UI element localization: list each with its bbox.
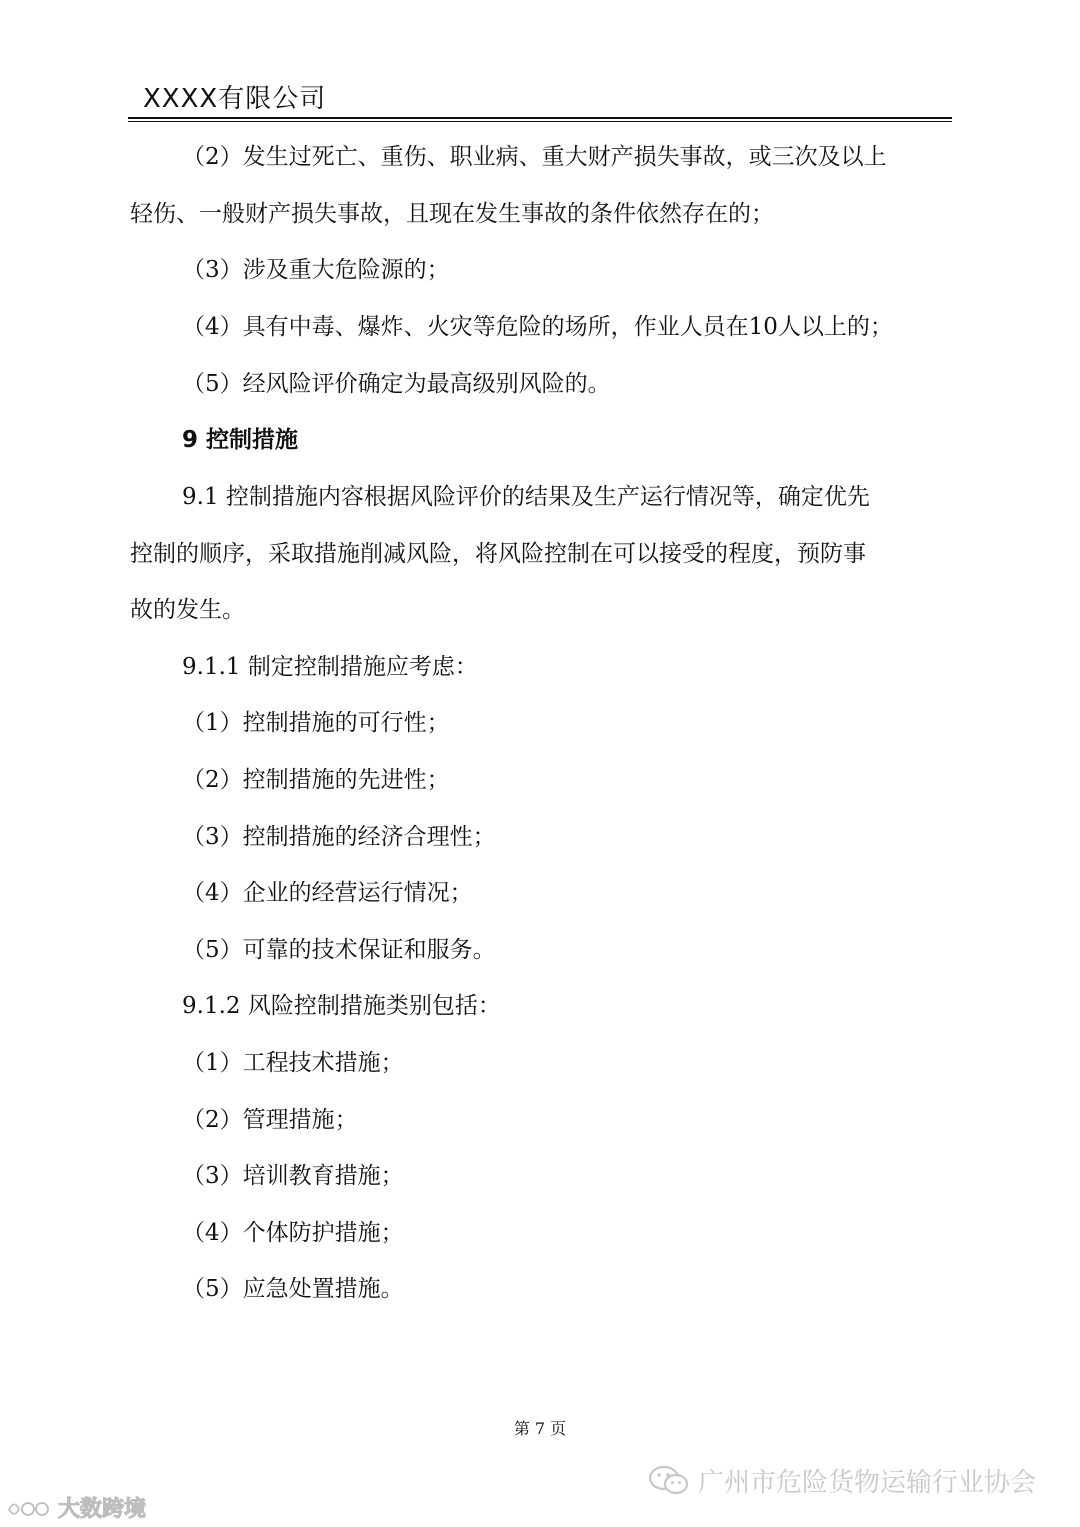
list-item: （3）培训教育措施；	[182, 1163, 404, 1189]
paragraph-line: 轻伤、一般财产损失事故，且现在发生事故的条件依然存在的；	[130, 201, 774, 227]
list-item: （5）可靠的技术保证和服务。	[182, 937, 496, 963]
paragraph-line: 9.1 控制措施内容根据风险评价的结果及生产运行情况等，确定优先	[182, 484, 870, 510]
list-item: （1）控制措施的可行性；	[182, 710, 450, 736]
list-item: （2）管理措施；	[182, 1107, 358, 1133]
subsection-heading: 9.1.1 制定控制措施应考虑：	[182, 654, 478, 680]
paragraph-line: 控制的顺序，采取措施削减风险，将风险控制在可以接受的程度，预防事	[130, 541, 866, 567]
paragraph-line: 故的发生。	[130, 597, 245, 623]
list-item: （2）控制措施的先进性；	[182, 767, 450, 793]
list-item: （5）应急处置措施。	[182, 1276, 404, 1302]
list-item: （5）经风险评价确定为最高级别风险的。	[182, 371, 611, 397]
wechat-watermark	[648, 1462, 1036, 1499]
list-item: （4）个体防护措施；	[182, 1220, 404, 1246]
wechat-account-name: 广州市危险货物运输行业协会	[698, 1468, 1037, 1498]
list-item: （2）发生过死亡、重伤、职业病、重大财产损失事故，或三次及以上	[182, 144, 887, 170]
section-heading: 9 控制措施	[182, 427, 299, 453]
corner-logo-text: 大数跨境	[58, 1497, 147, 1522]
list-item: （4）具有中毒、爆炸、火灾等危险的场所，作业人员在10人以上的；	[182, 314, 893, 340]
corner-watermark	[6, 1492, 146, 1523]
page-number: 第 7 页	[513, 1419, 567, 1438]
logo-icon	[6, 1497, 52, 1519]
list-item: （3）控制措施的经济合理性；	[182, 824, 496, 850]
header-divider	[128, 117, 952, 119]
list-item: （4）企业的经营运行情况；	[182, 880, 473, 906]
subsection-heading: 9.1.2 风险控制措施类别包括：	[182, 993, 501, 1019]
company-name: XXXX有限公司	[143, 84, 327, 114]
list-item: （1）工程技术措施；	[182, 1050, 404, 1076]
wechat-icon	[648, 1465, 690, 1497]
list-item: （3）涉及重大危险源的；	[182, 257, 450, 283]
header-divider-thin	[128, 121, 952, 122]
